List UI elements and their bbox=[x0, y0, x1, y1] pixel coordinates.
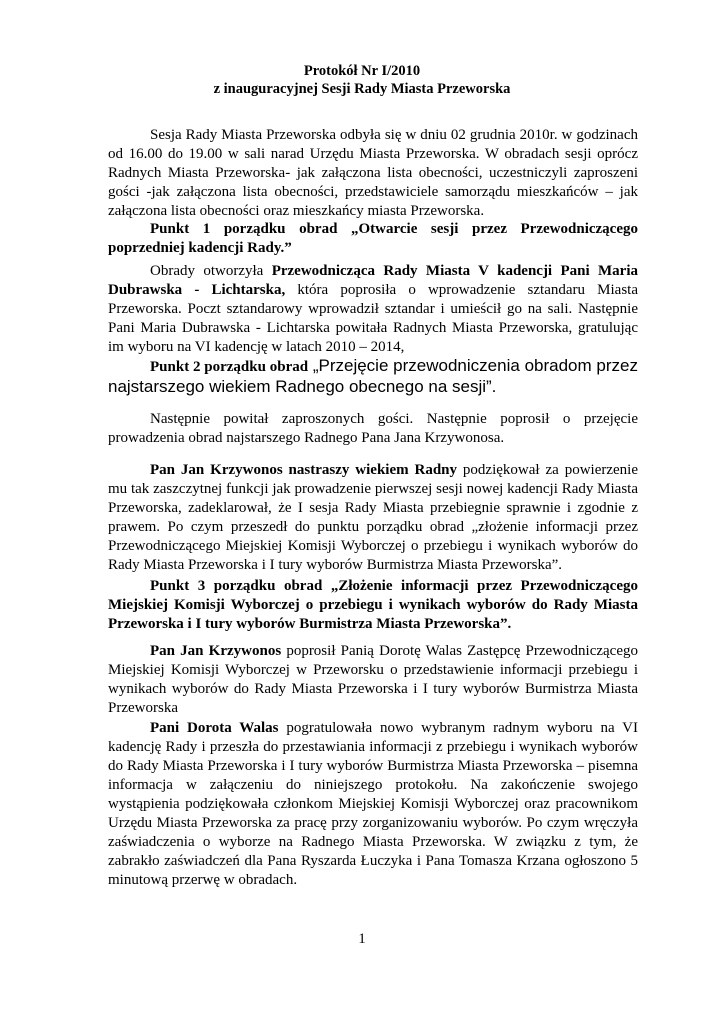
point-2-label: Punkt 2 porządku obrad bbox=[150, 359, 309, 375]
paragraph-point-1 bbox=[108, 220, 638, 258]
paragraph-krzywonos bbox=[108, 461, 638, 575]
paragraph-greeting bbox=[108, 410, 638, 448]
document-title: Protokół Nr I/2010 bbox=[303, 63, 421, 79]
text-run: Obrady otworzyła bbox=[150, 263, 272, 279]
text-run: poprosił Panią Dorotę Walas Zastępcę Przewodniczącego Miejskiej Komisji Wyborczej w Przeworsku o przedstawienie informacji przebiegu i wynikach wyborów do Rady Miasta Przeworska i I tury wyborów Burmistrza Miasta Przeworska bbox=[108, 643, 638, 716]
paragraph-text: Następnie powitał zaproszonych gości. Następnie poprosił o przejęcie prowadzenia obrad najstarszego Radnego Pana Jana Krzywonosa. bbox=[108, 411, 638, 446]
paragraph-point-2 bbox=[108, 356, 638, 398]
speaker-name: Pan Jan Krzywonos nastraszy wiekiem Radny bbox=[150, 462, 458, 478]
point-2-title: „Przejęcie przewodniczenia obradom przez najstarszego wiekiem Radnego obecnego na sesji”. bbox=[108, 356, 638, 396]
paragraph-point-3 bbox=[108, 577, 638, 634]
paragraph-request bbox=[108, 642, 638, 718]
text-run: która poprosiła o wprowadzenie sztandaru Miasta Przeworska. Poczt sztandarowy wprowadził sztandar i umieścił go na sali. Następnie Pani Maria Dubrawska - Lichtarska powitała Radnych Miasta Przeworska, gratulując im wyboru na VI kadencję w latach 2010 – 2014, bbox=[108, 282, 639, 355]
page-number: 1 bbox=[358, 931, 366, 947]
speaker-name: Pani Dorota Walas bbox=[150, 720, 279, 736]
paragraph-opening bbox=[108, 262, 638, 357]
paragraph-session-info bbox=[108, 126, 638, 221]
text-run: podziękował za powierzenie mu tak zaszczytnej funkcji jak prowadzenie pierwszej sesji nowej kadencji Rady Miasta Przeworska, zadeklarował, że I sesja Rady Miasta przebiegnie sprawnie i zgodnie z prawem. Po czym przeszedł do punktu porządku obrad „złożenie informacji przez Przewodniczącego Miejskiej Komisji Wyborczej o przebiegu i wynikach wyborów do Rady Miasta Przeworska i I tury wyborów Burmistrza Miasta Przeworska”. bbox=[108, 462, 638, 573]
paragraph-walas bbox=[108, 719, 638, 890]
paragraph-text: Sesja Rady Miasta Przeworska odbyła się w dniu 02 grudnia 2010r. w godzinach od 16.00 do 19.00 w sali narad Urzędu Miasta Przeworska. W obradach sesji oprócz Radnych Miasta Przeworska- jak załączona lista obecności, uczestniczyli zaproszeni gości -jak załączona lista obecności, przedstawiciele samorządu mieszkańców – jak załączona lista obecności oraz mieszkańcy miasta Przeworska. bbox=[108, 127, 638, 219]
point-3-heading: Punkt 3 porządku obrad „Złożenie informacji przez Przewodniczącego Miejskiej Komisji Wyborczej o przebiegu i wynikach wyborów do Rady Miasta Przeworska i I tury wyborów Burmistrza Miasta Przeworska”. bbox=[108, 578, 638, 632]
chairwoman-name: Przewodnicząca Rady Miasta V kadencji Pani Maria Dubrawska - Lichtarska, bbox=[108, 263, 638, 298]
text-run: pogratulowała nowo wybranym radnym wyboru na VI kadencję Rady i przeszła do przestawiania informacji z przebiegu i wynikach wyborów do Rady Miasta Przeworska i I tury wyborów Burmistrza Miasta Przeworska – pisemna informacja w załączeniu do niniejszego protokołu. Na zakończenie swojego wystąpienia podziękowała członkom Miejskiej Komisji Wyborczej oraz pracownikom Urzędu Miasta Przeworska za pracę przy zorganizowaniu wyborów. Po czym wręczyła zaświadczenia o wyborze na Radnego Miasta Przeworska. W związku z tym, że zabrakło zaświadczeń dla Pana Ryszarda Łuczyka i Pana Tomasza Krzana ogłoszono 5 minutową przerwę w obradach. bbox=[108, 720, 639, 888]
point-1-heading: Punkt 1 porządku obrad „Otwarcie sesji przez Przewodniczącego poprzedniej kadencji Rady.” bbox=[108, 221, 638, 256]
document-subtitle: z inauguracyjnej Sesji Rady Miasta Przeworska bbox=[213, 81, 511, 97]
speaker-name: Pan Jan Krzywonos bbox=[150, 643, 282, 659]
